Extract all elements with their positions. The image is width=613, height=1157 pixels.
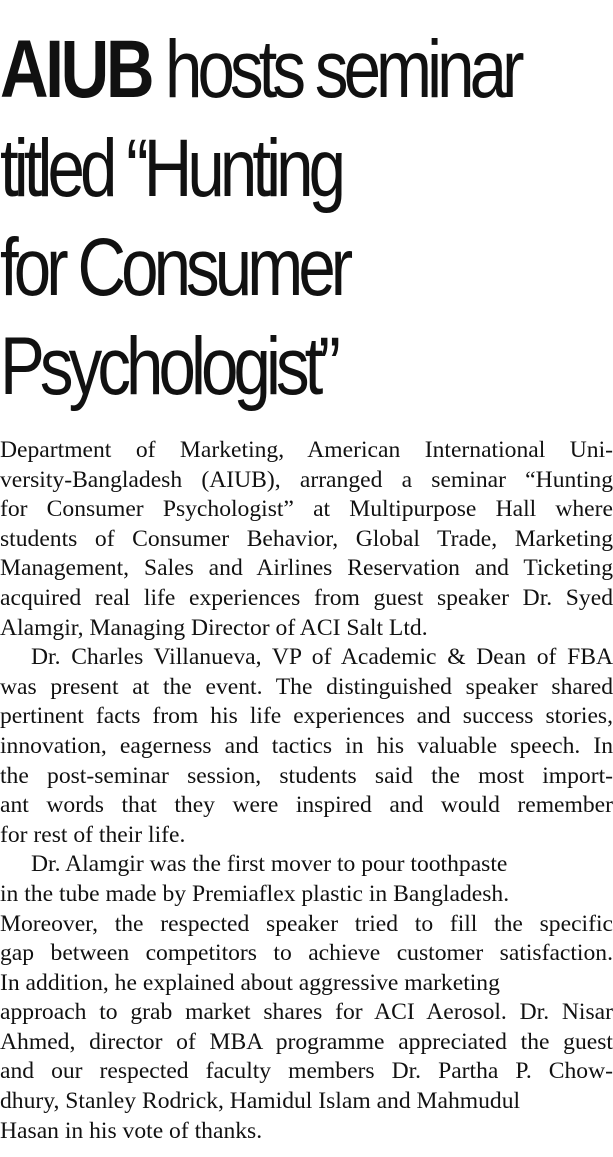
article-body — [0, 436, 613, 1146]
headline-bold-word: AIUB — [0, 24, 152, 115]
body-line: acquired real life experiences from guest speaker Dr. Syed — [0, 584, 613, 611]
body-line: Dr. Alamgir was the first mover to pour toothpaste — [31, 851, 508, 878]
body-line: gap between competitors to achieve customer satisfaction. — [0, 940, 613, 967]
body-line: pertinent facts from his life experiences and success stories, — [0, 703, 613, 730]
body-line: dhury, Stanley Rodrick, Hamidul Islam and Mahmudul — [0, 1088, 521, 1115]
body-line: In addition, he explained about aggressive marketing — [0, 969, 500, 996]
body-line: innovation, eagerness and tactics in his valuable speech. In — [0, 732, 613, 759]
paragraph-1 — [0, 436, 613, 643]
body-line: Dr. Charles Villanueva, VP of Academic & Dean of FBA — [31, 644, 613, 671]
body-line: Management, Sales and Airlines Reservation and Ticketing — [0, 555, 613, 582]
body-line: approach to grab market shares for ACI Aerosol. Dr. Nisar — [0, 999, 613, 1026]
headline-line-1 — [0, 20, 613, 119]
body-line: Alamgir, Managing Director of ACI Salt Ltd. — [0, 614, 428, 641]
body-line: versity-Bangladesh (AIUB), arranged a seminar “Hunting — [0, 466, 613, 493]
body-line: was present at the event. The distinguished speaker shared — [0, 673, 613, 700]
body-line: Moreover, the respected speaker tried to fill the specific — [0, 910, 613, 937]
body-line: the post-seminar session, students said the most import- — [0, 762, 613, 789]
headline-line-1-rest: hosts seminar — [151, 24, 520, 115]
body-line: ant words that they were inspired and would remember — [0, 792, 613, 819]
paragraph-3 — [0, 850, 613, 1146]
body-line: in the tube made by Premiaflex plastic in Bangladesh. — [0, 880, 510, 907]
headline-line-3: for Consumer — [0, 222, 349, 313]
headline-line-2: titled “Hunting — [0, 123, 342, 214]
headline-line-4: Psychologist” — [0, 321, 336, 412]
paragraph-2 — [0, 643, 613, 850]
body-line: Department of Marketing, American International Uni- — [0, 437, 613, 463]
body-line: for rest of their life. — [0, 821, 186, 848]
body-line: Hasan in his vote of thanks. — [0, 1117, 263, 1144]
body-line: and our respected faculty members Dr. Partha P. Chow- — [0, 1058, 613, 1085]
body-line: students of Consumer Behavior, Global Trade, Marketing — [0, 525, 613, 552]
body-line: Ahmed, director of MBA programme appreciated the guest — [0, 1028, 613, 1055]
body-line: for Consumer Psychologist” at Multipurpose Hall where — [0, 496, 613, 523]
article-headline — [0, 20, 613, 416]
